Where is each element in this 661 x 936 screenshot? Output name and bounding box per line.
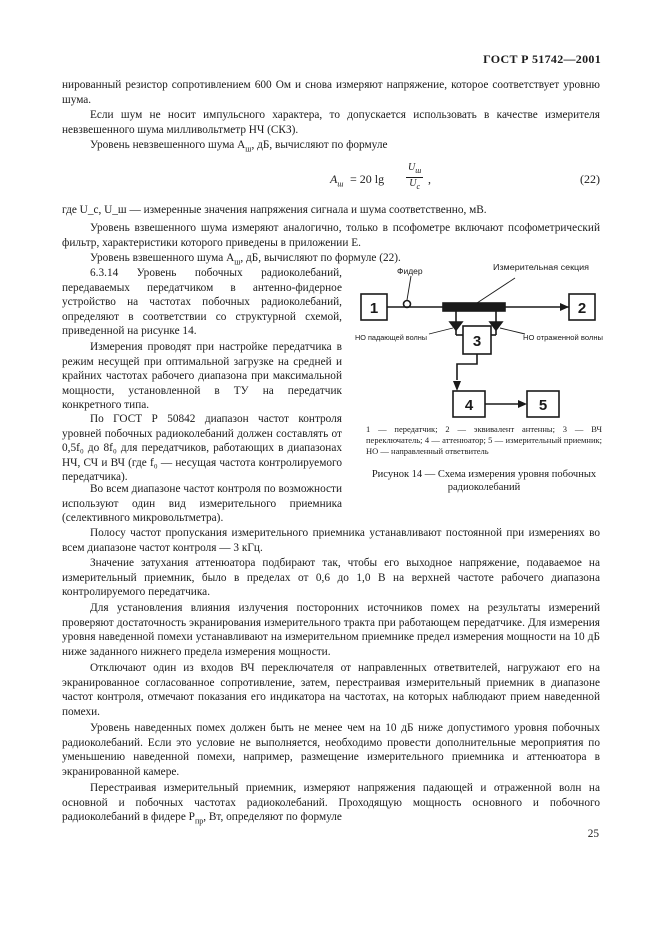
formula-body <box>330 160 480 196</box>
paragraph-text: Измерения проводят при настройке передатчика в режим несущей при оптимальной загрузке на средней и крайних частотах рабочего диапазона при максимальной мощности, установленной в ТУ на передатчик конкретного типа. <box>62 341 342 412</box>
figure-legend: 1 — передатчик; 2 — эквивалент антенны; 3 — ВЧ переключатель; 4 — аттенюатор; 5 — измерительный приемник; НО — направленный ответвитель <box>366 424 602 456</box>
subscript: ш <box>234 257 241 267</box>
paragraph-text: Отключают один из входов ВЧ переключателя от направленных ответвителей, нагружают его на экранированное согласованное сопротивление, затем, перестраивая измерительный приемник в диапазоне частот контроля, отмечают показания его индикатора на частотах, на которых наблюдают прием наведенной помехи. <box>62 662 600 718</box>
where-line <box>62 203 600 218</box>
arrow-to-block-4-icon <box>453 381 461 391</box>
paragraph-text: Полосу частот пропускания измерительного приемника устанавливают постоянной при измерениях во всем диапазоне частот контроля — 3 кГц. <box>62 527 600 554</box>
label-feeder: Фидер <box>397 266 423 276</box>
paragraph-text: 6.3.14 Уровень побочных радиоколебаний, передаваемых передатчиком в антенно-фидерное устройство на частотах побочных радиоколебаний, определяют в соответствии со структурной схемой, приведенной на рисунке 14. <box>62 267 342 338</box>
text-span: Уровень невзвешенного шума A <box>90 139 246 151</box>
ho-fall-leader <box>429 328 453 334</box>
formula-22 <box>62 160 600 196</box>
subscript: ш <box>337 179 344 189</box>
block-4-label: 4 <box>464 397 474 414</box>
numerator <box>406 162 423 178</box>
arrow-to-block-2-icon <box>560 303 569 311</box>
paragraph <box>62 781 600 829</box>
formula-symbol: A <box>330 172 338 186</box>
subscript: ш <box>415 166 422 175</box>
section-6-3-14 <box>62 266 342 339</box>
paragraph-text <box>62 138 600 157</box>
formula-operator: = 20 lg <box>350 172 385 186</box>
block-3-label: 3 <box>472 333 482 350</box>
measuring-section <box>443 303 505 311</box>
formula-lhs <box>330 172 343 188</box>
switch-to-attenuator-line <box>457 354 477 380</box>
subscript: ш <box>245 144 252 154</box>
ho-refl-leader <box>500 328 525 334</box>
paragraph <box>62 340 342 413</box>
text-span: Уровень взвешенного шума A <box>90 252 235 264</box>
subscript: пр <box>194 816 204 826</box>
paragraph-text: Для установления влияния излучения посторонних источников помех на результаты измерений проверяют достаточность экранирования измерительного тракта при работающем передатчике. Для измерения уровня наведенной помехи устанавливают на измерительном приемнике предел измерения мощности на 10 дБ ниже заданного нижнего предела измерения мощности. <box>62 602 600 658</box>
formula-symbol: U <box>409 178 417 189</box>
paragraph <box>62 661 600 719</box>
arrow-to-block-5-icon <box>518 400 527 408</box>
paragraph <box>62 412 342 485</box>
formula-tail: , <box>428 172 431 186</box>
section-leader <box>477 278 515 303</box>
paragraph <box>62 721 600 779</box>
page-number: 25 <box>587 828 599 840</box>
paragraph-text: По ГОСТ Р 50842 диапазон частот контроля уровней побочных радиоколебаний должен составлять от 0,5f₀ до 8f₀ для передатчиков, работающих в диапазонах НЧ, СЧ и ВЧ (где f₀ — несущая частота контролируемого передатчика). <box>62 413 342 484</box>
paragraph <box>62 482 342 526</box>
block-1-label: 1 <box>369 300 379 317</box>
paragraph <box>62 138 600 157</box>
paragraph <box>62 108 600 137</box>
text-span: , Вт, определяют по формуле <box>203 811 342 824</box>
label-ho-reflected: НО отраженной волны <box>523 333 603 342</box>
coupler-left-icon <box>450 322 462 330</box>
text-span: , дБ, вычисляют по формуле <box>251 139 388 151</box>
block-2-label: 2 <box>577 300 587 317</box>
header-standard: ГОСТ Р 51742—2001 <box>483 52 601 66</box>
paragraph-text: Во всем диапазоне частот контроля по возможности используют один вид измерительного приемника (селективного микровольтметра). <box>62 483 342 525</box>
paragraph-text: Уровень наведенных помех должен быть не менее чем на 10 дБ ниже допустимого уровня побочных радиоколебаний. Если это условие не выполняется, необходимо провести дополнительные мероприятия по уменьшению наведенной помехи, например, размещение измерительного приемника и аттенюатора в экранированной камере. <box>62 722 600 778</box>
paragraph-text <box>62 781 600 829</box>
paragraph-text: Если шум не носит импульсного характера, то допускается использовать в качестве измерителя невзвешенного шума милливольтметр НЧ (СКЗ). <box>62 109 600 136</box>
paragraph <box>62 556 600 600</box>
paragraph-continued <box>62 78 600 107</box>
paragraph <box>62 601 600 659</box>
block-5-label: 5 <box>538 397 548 414</box>
formula-number: (22) <box>580 172 600 186</box>
paragraph-text: Значение затухания аттенюатора подбирают так, чтобы его выходное напряжение, подаваемое на измерительный приемник, было в пределах от 0,6 до 1,0 В на верхней частоте рабочего диапазона контролируемого передатчика. <box>62 557 600 599</box>
text-span: Перестраивая измерительный приемник, измеряют напряжения падающей и отраженной волн на основной и побочных частотах радиоколебаний. Проходящую мощность основного и побочного радиоколебаний в фидере P <box>62 782 600 824</box>
feeder-leader <box>407 276 411 300</box>
label-measuring-section: Измерительная секция <box>493 263 589 272</box>
subscript: с <box>416 182 421 191</box>
label-ho-falling: НО падающей волны <box>355 333 427 342</box>
paragraph: нированный резистор сопротивлением 600 Ом и снова измеряют напряжение, которое соответствует уровню шума. <box>62 79 600 106</box>
formula-symbol: U <box>408 162 416 173</box>
denominator <box>406 178 423 193</box>
paragraph-text: где U_с, U_ш — измеренные значения напряжения сигнала и шума соответственно, мВ. <box>62 204 487 216</box>
figure-caption: Рисунок 14 — Схема измерения уровня побочных радиоколебаний <box>371 469 597 493</box>
paragraph-text: Уровень взвешенного шума измеряют аналогично, только в псофометре включают псофометрический фильтр, характеристики которого приведены в приложении Е. <box>62 222 600 249</box>
paragraph <box>62 526 600 555</box>
formula-fraction <box>406 162 423 193</box>
text-span: , дБ, вычисляют по формуле (22). <box>240 252 401 264</box>
paragraph <box>62 221 600 250</box>
